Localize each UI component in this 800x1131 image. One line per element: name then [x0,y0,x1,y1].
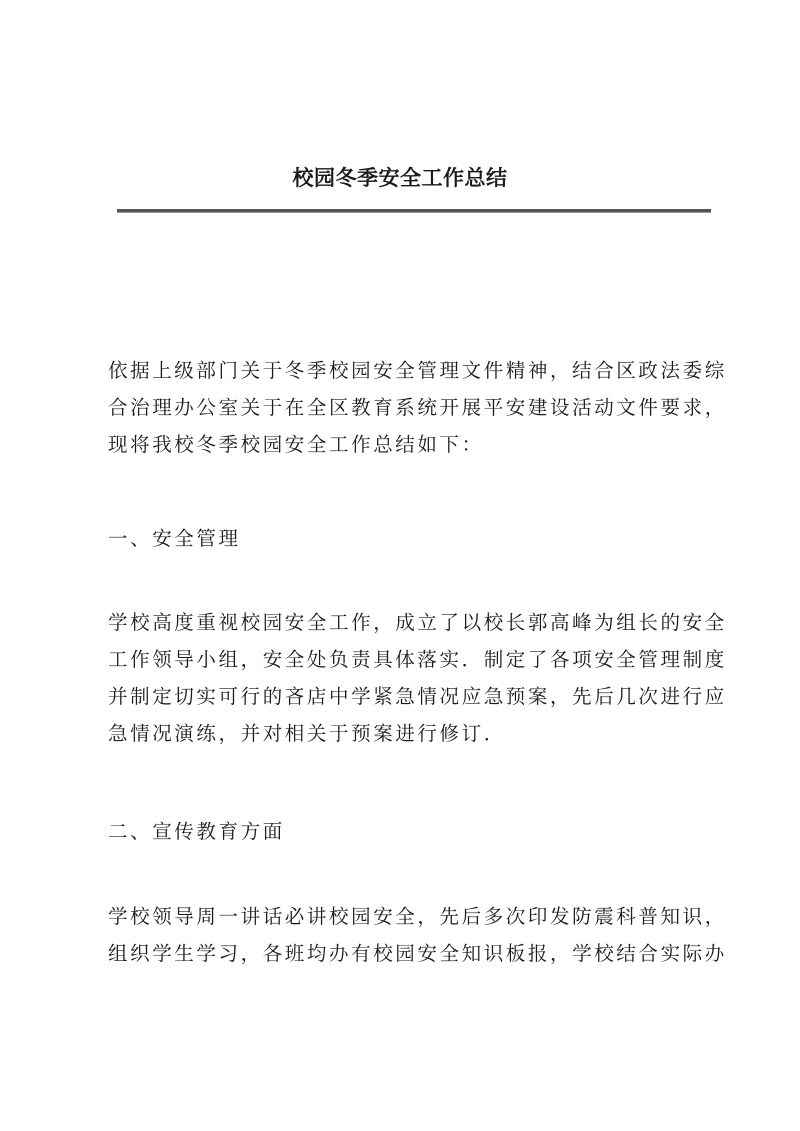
section1-line: 并制定切实可行的吝店中学紧急情况应急预案，先后几次进行应 [108,685,727,708]
section2-line: 学校领导周一讲话必讲校园安全，先后多次印发防震科普知识， [108,905,727,928]
title-divider [117,209,711,213]
document-title: 校园冬季安全工作总结 [292,166,508,190]
section1-heading: 一、安全管理 [108,527,241,550]
section1-line: 急情况演练，并对相关于预案进行修订． [108,722,506,745]
intro-paragraph [108,352,727,463]
section2-heading: 二、宣传教育方面 [108,820,285,843]
section1-paragraph [108,604,727,752]
section1-line: 工作领导小组，安全处负责具体落实．制定了各项安全管理制度 [108,648,727,671]
section2-line: 组织学生学习，各班均办有校园安全知识板报，学校结合实际办 [108,942,727,965]
section2-paragraph [108,898,727,972]
intro-line: 合治理办公室关于在全区教育系统开展平安建设活动文件要求， [108,396,727,419]
intro-line: 现将我校冬季校园安全工作总结如下： [108,433,484,456]
section1-line: 学校高度重视校园安全工作，成立了以校长郭高峰为组长的安全 [108,611,727,634]
intro-line: 依据上级部门关于冬季校园安全管理文件精神，结合区政法委综 [108,359,727,382]
